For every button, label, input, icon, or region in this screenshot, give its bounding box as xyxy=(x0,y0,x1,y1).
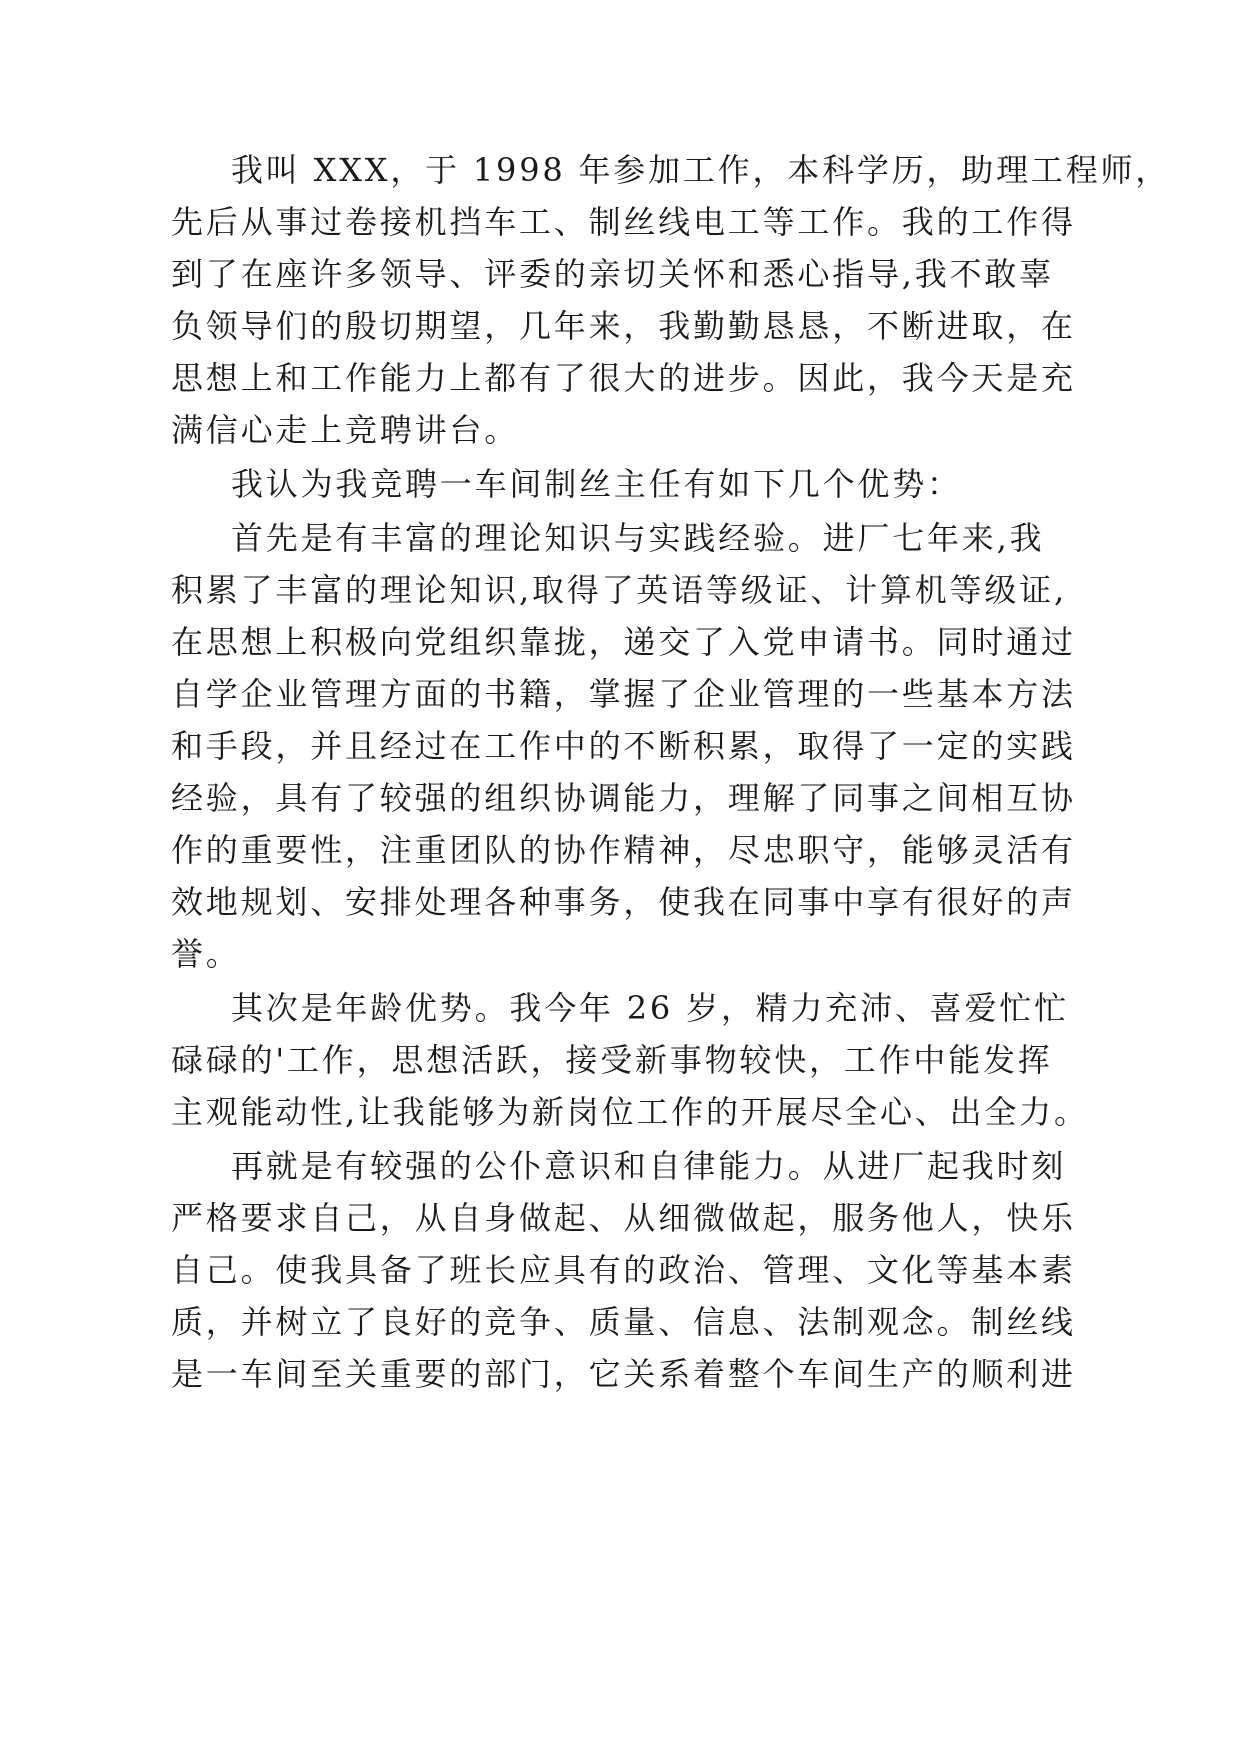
text-line: 思想上和工作能力上都有了很大的进步。因此，我今天是充 xyxy=(171,359,1076,397)
text-line: 效地规划、安排处理各种事务，使我在同事中享有很好的声 xyxy=(171,883,1076,921)
text-line: 我认为我竞聘一车间制丝主任有如下几个优势： xyxy=(231,465,962,503)
text-line: 再就是有较强的公仆意识和自律能力。从进厂起我时刻 xyxy=(231,1147,1067,1185)
text-line: 质，并树立了良好的竞争、质量、信息、法制观念。制丝线 xyxy=(171,1303,1076,1341)
text-line: 自己。使我具备了班长应具有的政治、管理、文化等基本素 xyxy=(171,1251,1076,1289)
text-line: 誉。 xyxy=(171,935,241,973)
text-line: 我叫 XXX，于 1998 年参加工作，本科学历，助理工程师， xyxy=(231,151,1171,189)
text-line: 在思想上积极向党组织靠拢，递交了入党申请书。同时通过 xyxy=(171,623,1076,661)
text-line: 碌碌的'工作，思想活跃，接受新事物较快，工作中能发挥 xyxy=(171,1041,1053,1079)
text-line: 先后从事过卷接机挡车工、制丝线电工等工作。我的工作得 xyxy=(171,203,1076,241)
text-line: 首先是有丰富的理论知识与实践经验。进厂七年来,我 xyxy=(231,519,1045,557)
text-line: 负领导们的殷切期望，几年来，我勤勤恳恳，不断进取，在 xyxy=(171,307,1076,345)
text-line: 主观能动性,让我能够为新岗位工作的开展尽全心、出全力。 xyxy=(171,1093,1089,1131)
text-line: 严格要求自己，从自身做起、从细微做起，服务他人，快乐 xyxy=(171,1199,1076,1237)
text-line: 作的重要性，注重团队的协作精神，尽忠职守，能够灵活有 xyxy=(171,831,1076,869)
text-line: 经验，具有了较强的组织协调能力，理解了同事之间相互协 xyxy=(171,779,1076,817)
text-line: 到了在座许多领导、评委的亲切关怀和悉心指导,我不敢辜 xyxy=(171,255,1054,293)
text-line: 积累了丰富的理论知识,取得了英语等级证、计算机等级证, xyxy=(171,571,1067,609)
text-line: 是一车间至关重要的部门，它关系着整个车间生产的顺利进 xyxy=(171,1355,1076,1393)
text-line: 和手段，并且经过在工作中的不断积累，取得了一定的实践 xyxy=(171,727,1076,765)
text-line: 其次是年龄优势。我今年 26 岁，精力充沛、喜爱忙忙 xyxy=(231,989,1069,1027)
text-line: 自学企业管理方面的书籍，掌握了企业管理的一些基本方法 xyxy=(171,675,1076,713)
text-line: 满信心走上竞聘讲台。 xyxy=(171,411,520,449)
